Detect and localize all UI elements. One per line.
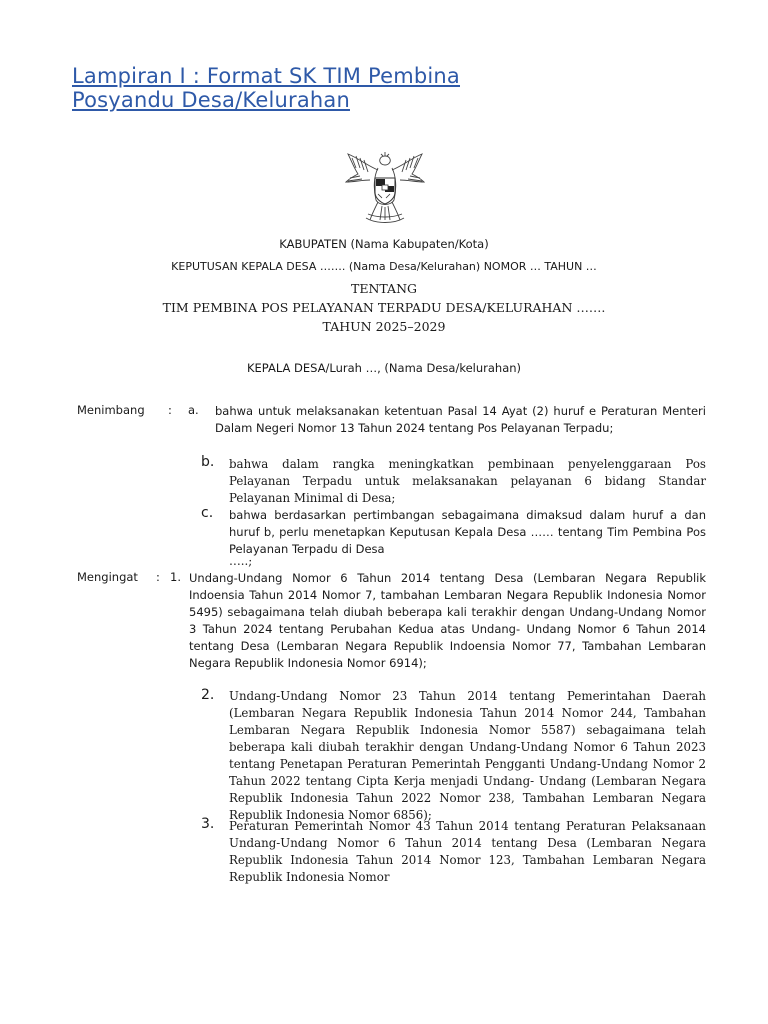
mengingat-item-2: Undang-Undang Nomor 23 Tahun 2014 tentang Pemerintahan Daerah (Lembaran Negara Republik Indonesia Tahun 2014 Nomor 244, Tambahan Lembaran Negara Republik Indonesia Nomor 5587) sebagaimana telah beberapa kali diubah terakhir dengan Undang-Undang Nomor 6 Tahun 2023 tentang Penetapan Peraturan Pemerintah Pengganti Undang-Undang Nomor 2 Tahun 2022 tentang Cipta Kerja menjadi Undang- Undang (Lembaran Negara Republik Indonesia Tahun 2022 Nomor 238, Tambahan Lembaran Negara Republik Indonesia Nomor 6856); (229, 689, 706, 822)
menimbang-item-b: bahwa dalam rangka meningkatkan pembinaan penyelenggaraan Pos Pelayanan Terpadu untuk melaksanakan pelayanan 6 bidang Standar Pelayanan Minimal di Desa; (229, 457, 706, 505)
menimbang-trailer: …..; (229, 554, 253, 568)
menimbang-colon: : (168, 403, 172, 417)
menimbang-item-a: bahwa untuk melaksanakan ketentuan Pasal 14 Ayat (2) huruf e Peraturan Menteri Dalam Negeri Nomor 13 Tahun 2024 tentang Pos Pelayanan Terpadu; (215, 404, 706, 435)
tim-pembina-line: TIM PEMBINA POS PELAYANAN TERPADU DESA/KELURAHAN ……. (162, 300, 606, 315)
mengingat-marker-3: 3. (201, 816, 215, 832)
heading-line-1: Lampiran I : Format SK TIM Pembina (72, 64, 460, 88)
menimbang-marker-a: a. (188, 403, 199, 417)
mengingat-marker-2: 2. (201, 687, 215, 703)
mengingat-colon: : (156, 570, 160, 584)
kabupaten-line: KABUPATEN (Nama Kabupaten/Kota) (279, 237, 489, 251)
menimbang-label: Menimbang (77, 403, 145, 417)
tentang-line: TENTANG (350, 281, 417, 296)
keputusan-line: KEPUTUSAN KEPALA DESA ……. (Nama Desa/Kelurahan) NOMOR … TAHUN … (171, 260, 597, 273)
document-heading[interactable] (72, 64, 692, 112)
mengingat-label: Mengingat (77, 570, 138, 584)
heading-line-2: Posyandu Desa/Kelurahan (72, 88, 350, 112)
menimbang-item-c: bahwa berdasarkan pertimbangan sebagaimana dimaksud dalam huruf a dan huruf b, perlu menetapkan Keputusan Kepala Desa …… tentang Tim Pembina Pos Pelayanan Terpadu di Desa (229, 508, 706, 556)
mengingat-item-3: Peraturan Pemerintah Nomor 43 Tahun 2014 tentang Peraturan Pelaksanaan Undang-Undang Nomor 6 Tahun 2014 tentang Desa (Lembaran Negara Republik Indonesia Tahun 2014 Nomor 123, Tambahan Lembaran Negara Republik Indonesia Nomor (229, 819, 706, 884)
mengingat-item-1: Undang-Undang Nomor 6 Tahun 2014 tentang Desa (Lembaran Negara Republik Indoensia Tahun 2014 Nomor 7, tambahan Lembaran Negara Republik Indonesia Nomor 5495) sebagaimana telah diubah beberapa kali terakhir dengan Undang-Undang Nomor 3 Tahun 2024 tentang Perubahan Kedua atas Undang- Undang Nomor 6 Tahun 2014 tentang Desa (Lembaran Negara Republik Indoensia Nomor 77, Tambahan Lembaran Negara Republik Indonesia Nomor 6914); (189, 571, 706, 670)
kepala-desa-line: KEPALA DESA/Lurah …, (Nama Desa/kelurahan) (246, 361, 522, 375)
mengingat-marker-1: 1. (170, 570, 181, 584)
tahun-line: TAHUN 2025–2029 (322, 319, 446, 334)
menimbang-marker-b: b. (201, 454, 215, 470)
menimbang-marker-c: c. (201, 505, 214, 521)
garuda-emblem-icon (340, 150, 430, 226)
